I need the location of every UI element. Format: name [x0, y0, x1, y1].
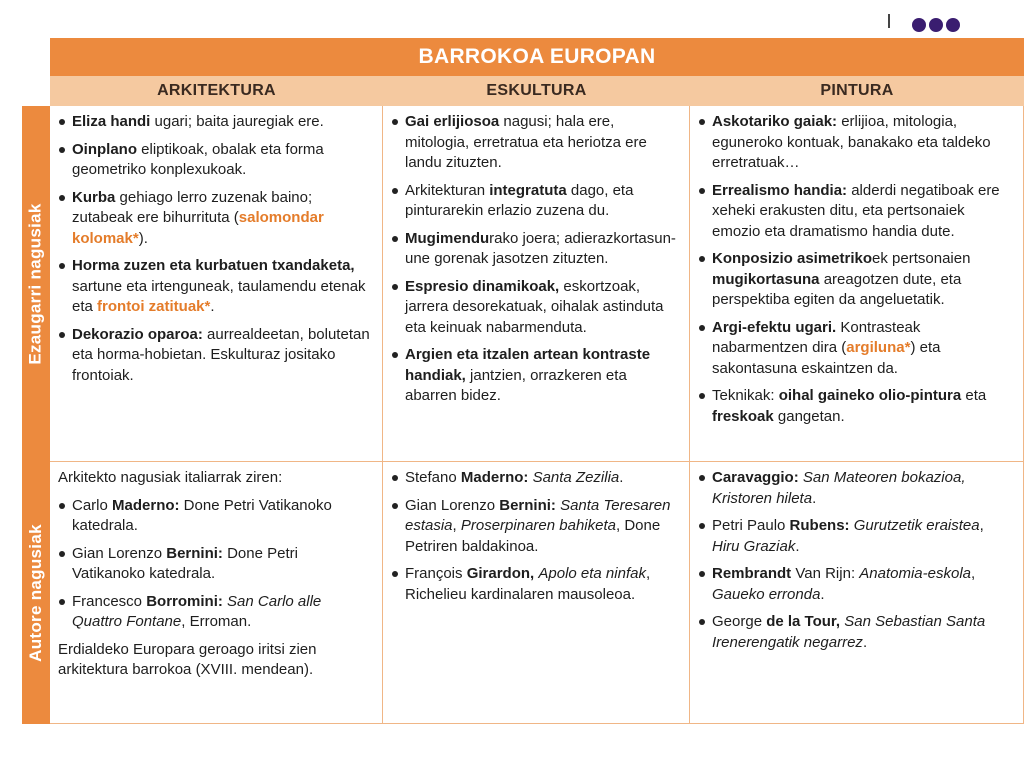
text-run: ) eta sakontasuna eskaintzen da.: [712, 339, 941, 377]
cell-painting-features: [690, 106, 1024, 462]
text-run: Espresio dinamikoak,: [405, 277, 560, 295]
text-run: Bernini:: [499, 496, 556, 514]
text-run: San Sebastian Santa Irenerengatik negarrez: [712, 613, 986, 651]
text-run: eliptikoak, obalak eta forma geometriko konplexukoak.: [72, 140, 324, 178]
text-run: ugari; baita jauregiak ere.: [150, 113, 324, 130]
list-item: [698, 318, 1015, 380]
text-run: Done Petri Vatikanoko katedrala.: [72, 544, 298, 582]
text-run: Francesco: [72, 592, 147, 610]
column-header-sculpture: ESKULTURA: [383, 76, 690, 106]
text-run: François: [405, 565, 467, 582]
text-run: integratuta: [489, 181, 567, 199]
list-item: [58, 256, 374, 318]
text-run: .: [812, 489, 817, 507]
text-run: Anatomia-eskola: [859, 565, 972, 582]
text-run: Caravaggio:: [712, 469, 799, 486]
text-run: Argi-efektu ugari.: [712, 318, 837, 336]
list-item: [698, 249, 1015, 311]
text-run: eta: [961, 387, 987, 404]
text-run: Santa Zezilia: [532, 469, 620, 486]
list-item: [58, 592, 374, 633]
text-run: rako joera; adierazkortasun-une gorenak jasotzen zituzten.: [405, 229, 676, 267]
cell-architecture-features: [50, 106, 383, 462]
list-item: [698, 112, 1015, 174]
dot-icon: [946, 18, 960, 32]
text-run: freskoak: [712, 407, 774, 425]
text-run: nagusi; hala ere, mitologia, erretratua eta heriotza ere landu zituzten.: [405, 113, 647, 171]
text-run: Bernini:: [166, 544, 223, 562]
list-item: [391, 181, 681, 222]
text-run: Gian Lorenzo: [405, 496, 500, 514]
text-run: Kurba: [72, 188, 116, 206]
text-run: frontoi zatituak*: [97, 298, 211, 315]
text-run: mugikortasuna: [712, 270, 820, 288]
text-run: erlijioa, mitologia, eguneroko kontuak, banakako eta taldeko erretratuak…: [712, 113, 991, 171]
text-run: Dekorazio oparoa:: [72, 325, 203, 343]
text-run: Maderno:: [460, 469, 529, 486]
row-header-main-features: [22, 106, 50, 462]
text-run: sartune eta irtenguneak, taulamendu etenak eta: [72, 277, 366, 315]
text-run: .: [862, 633, 868, 651]
text-run: dago, eta pinturarekin erlazio zuzena du.: [405, 181, 634, 219]
text-run: , Richelieu kardinalaren mausoleoa.: [405, 565, 651, 603]
list-item: [391, 229, 681, 270]
text-run: Stefano: [405, 469, 461, 486]
top-separator-mark: [888, 14, 890, 28]
text-run: Arkitekturan: [405, 181, 490, 199]
text-run: George: [712, 613, 767, 630]
list-item: [391, 564, 681, 605]
text-run: Askotariko gaiak:: [712, 113, 838, 130]
text-run: alderdi negatiboak ere xeheki erakusten ditu, eta pertsonaiek emozio eta dramatismo handia dute.: [712, 181, 1000, 240]
text-run: ).: [138, 229, 148, 247]
list-item: [698, 386, 1015, 427]
text-run: .: [210, 298, 215, 315]
text-run: ,: [979, 517, 984, 534]
text-run: Santa Teresaren estasia: [405, 496, 671, 534]
text-run: Horma zuzen eta kurbatuen txandaketa,: [72, 257, 355, 274]
list-item: [58, 496, 374, 537]
text-run: ,: [971, 565, 976, 582]
list-item: [391, 277, 681, 339]
text-run: Errealismo handia:: [712, 181, 848, 199]
text-run: Borromini:: [146, 592, 223, 610]
text-run: Konposizio asimetriko: [712, 250, 873, 267]
text-run: Van Rijn:: [791, 565, 860, 582]
text-run: Apolo eta ninfak: [538, 565, 646, 582]
text-run: .: [795, 537, 800, 555]
text-run: aurrealdeetan, bolutetan eta horma-hobietan. Eskulturaz jositako frontoiak.: [72, 325, 370, 384]
text-run: Gaueko erronda: [712, 585, 821, 603]
text-run: gangetan.: [773, 407, 845, 425]
cell-sculpture-features: [383, 106, 690, 462]
text-run: Petri Paulo: [712, 517, 790, 534]
text-run: jantzien, orrazkeren eta abarren bidez.: [405, 366, 627, 404]
list-item: [698, 181, 1015, 243]
cell-sculpture-authors: [383, 462, 690, 724]
text-run: Teknikak:: [712, 387, 779, 404]
text-run: .: [619, 469, 624, 486]
text-run: San Carlo alle Quattro Fontane: [72, 592, 322, 630]
row-header-label: Autore nagusiak: [26, 524, 46, 662]
bullet-list: [391, 112, 681, 407]
row-header-main-authors: [22, 462, 50, 724]
list-item: [698, 612, 1015, 653]
text-run: Kontrasteak nabarmentzen dira (: [712, 318, 921, 356]
list-item: [391, 468, 681, 489]
bullet-list: [698, 112, 1015, 427]
text-run: argiluna*: [846, 339, 911, 356]
text-run: oihal gaineko olio-pintura: [778, 387, 962, 404]
text-run: areagotzen dute, eta perspektiba egiten da angeluetatik.: [712, 270, 962, 308]
bullet-list: [391, 468, 681, 605]
list-item: [58, 325, 374, 387]
bullet-list: [58, 496, 374, 633]
row-header-label: Ezaugarri nagusiak: [26, 203, 46, 365]
dot-icon: [912, 18, 926, 32]
column-header-architecture: ARKITEKTURA: [50, 76, 383, 106]
text-run: gehiago lerro zuzenak baino; zutabeak ere bihurrituta (: [72, 188, 313, 226]
list-item: [391, 345, 681, 407]
list-item: [698, 564, 1015, 605]
text-run: Rubens:: [789, 517, 850, 534]
bullet-list: [58, 112, 374, 386]
cell-painting-authors: [690, 462, 1024, 724]
text-run: salomondar kolomak*: [72, 209, 324, 247]
text-run: Gai erlijiosoa: [405, 113, 500, 130]
text-run: ,: [452, 517, 461, 534]
text-run: Gian Lorenzo: [72, 544, 167, 562]
bullet-list: [698, 468, 1015, 653]
text-run: Gurutzetik eraistea: [853, 517, 980, 534]
text-run: Eliza handi: [72, 113, 151, 130]
text-run: de la Tour,: [766, 613, 841, 630]
list-item: [698, 516, 1015, 557]
text-run: Maderno:: [112, 496, 180, 514]
list-item: [391, 112, 681, 174]
text-run: , Erroman.: [181, 613, 252, 630]
authors-outro: Erdialdeko Europara geroago iritsi zien arkitektura barrokoa (XVIII. mendean).: [58, 640, 317, 678]
slide-dots: [912, 18, 960, 32]
text-run: Girardon,: [466, 565, 535, 582]
text-run: .: [820, 585, 825, 603]
list-item: [58, 112, 374, 133]
text-run: eskortzoak, jarrera desorekatuak, oihalak astinduta eta keinuak nabarmenduta.: [405, 277, 664, 336]
text-run: Oinplano: [72, 140, 137, 158]
cell-architecture-authors: [50, 462, 383, 724]
column-header-painting: PINTURA: [690, 76, 1024, 106]
text-run: San Mateoren bokazioa, Kristoren hileta: [712, 469, 966, 507]
text-run: Proserpinaren bahiketa: [460, 517, 616, 534]
list-item: [391, 496, 681, 558]
authors-intro: Arkitekto nagusiak italiarrak ziren:: [58, 469, 283, 486]
list-item: [58, 544, 374, 585]
baroque-table: [22, 34, 1024, 724]
dot-icon: [929, 18, 943, 32]
text-run: Carlo: [72, 496, 113, 514]
text-run: Hiru Graziak: [712, 537, 796, 555]
text-run: Rembrandt: [712, 565, 792, 582]
text-run: ek pertsonaien: [872, 250, 971, 267]
list-item: [698, 468, 1015, 509]
text-run: Argien eta itzalen artean kontraste handiak,: [405, 346, 651, 384]
table-title: BARROKOA EUROPAN: [50, 38, 1024, 76]
text-run: Mugimendu: [405, 229, 490, 247]
list-item: [58, 188, 374, 250]
text-run: , Done Petriren baldakinoa.: [405, 517, 661, 555]
text-run: Done Petri Vatikanoko katedrala.: [72, 496, 332, 534]
list-item: [58, 140, 374, 181]
